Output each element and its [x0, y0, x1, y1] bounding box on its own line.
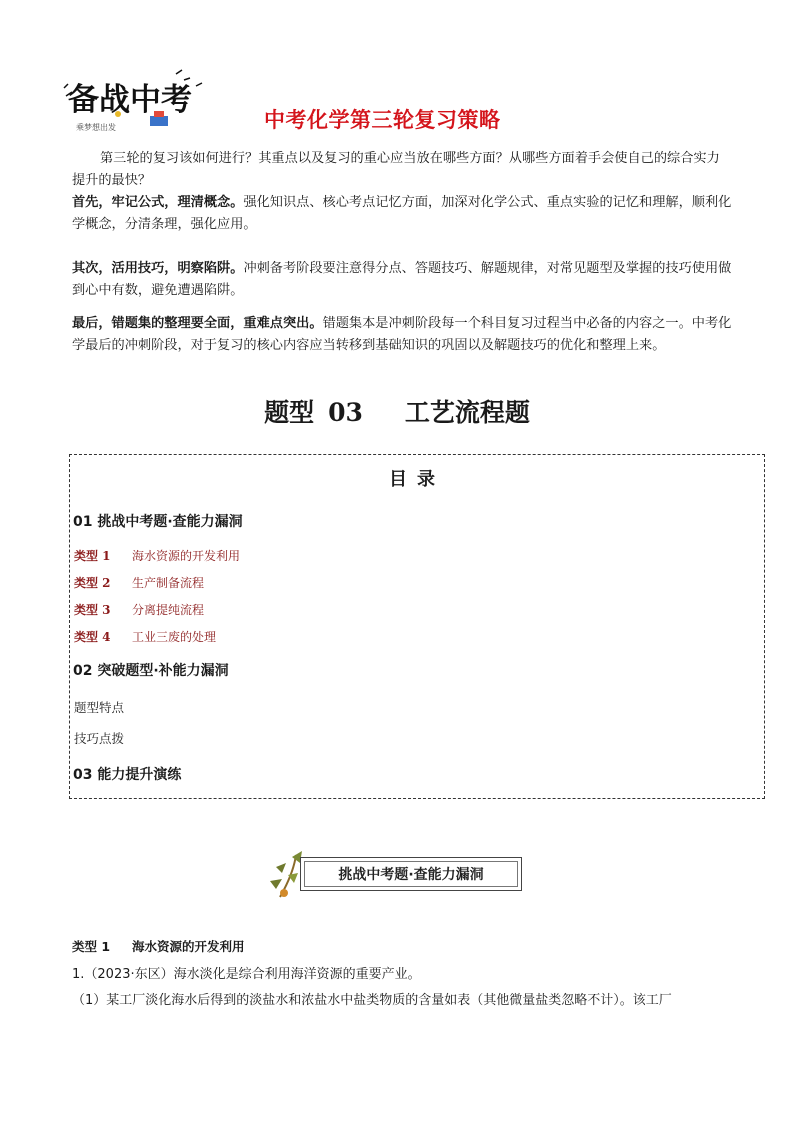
document-title: 中考化学第三轮复习策略 [264, 108, 501, 132]
toc-item-tips[interactable]: 技巧点拨 [74, 731, 125, 746]
toc-heading: 目录 [389, 469, 445, 490]
toc-part-2[interactable]: 02 突破题型·补能力漏洞 [73, 663, 229, 679]
toc-type-num: 类型 3 [74, 603, 111, 617]
point-text: 强化知识点、核心考点记忆方面，加深对化学公式、重点实验的记忆和理解，顺利化学概念，分清条理，强化应用。 [72, 195, 732, 232]
type-label: 海水资源的开发利用 [132, 939, 245, 954]
section-prefix: 题型 [264, 398, 315, 427]
toc-type-label: 生产制备流程 [132, 576, 205, 590]
intro-text: 第三轮的复习该如何进行？其重点以及复习的重心应当放在哪些方面？从哪些方面着手会使自己的综合实力提升的最快？ [72, 151, 720, 188]
point-text: 冲刺备考阶段要注意得分点、答题技巧、解题规律，对常见题型及掌握的技巧使用做到心中有数，避免遭遇陷阱。 [72, 261, 732, 298]
toc-type-label: 海水资源的开发利用 [132, 549, 241, 563]
toc-part-1[interactable]: 01 挑战中考题·查能力漏洞 [73, 514, 243, 530]
toc-type-3[interactable] [74, 601, 204, 618]
toc-part-3[interactable]: 03 能力提升演练 [73, 767, 182, 783]
type-num: 类型 1 [72, 939, 111, 954]
table-of-contents [69, 454, 765, 799]
logo-text: 备战中考 [68, 82, 192, 118]
point-lead: 最后，错题集的整理要全面，重难点突出。 [72, 316, 323, 331]
toc-type-num: 类型 1 [74, 549, 111, 563]
logo [58, 66, 208, 134]
toc-type-num: 类型 4 [74, 630, 111, 644]
point-lead: 首先，牢记公式，理清概念。 [72, 195, 244, 210]
toc-type-label: 工业三废的处理 [132, 630, 217, 644]
section-name: 工艺流程题 [404, 398, 530, 427]
strategy-first [72, 192, 732, 236]
strategy-second [72, 258, 732, 302]
point-text: 错题集本是冲刺阶段每一个科目复习过程当中必备的内容之一。中考化学最后的冲刺阶段，对于复习的核心内容应当转移到基础知识的巩固以及解题技巧的优化和整理上来。 [72, 316, 732, 353]
type-1-heading [72, 937, 245, 955]
intro-paragraph [72, 148, 732, 192]
question-1-line-1: 1.（2023·东区）海水淡化是综合利用海洋资源的重要产业。 [72, 967, 421, 982]
logo-tagline: 乘梦想出发 [76, 123, 116, 132]
toc-type-num: 类型 2 [74, 576, 111, 590]
toc-type-1[interactable] [74, 547, 240, 564]
banner-text: 挑战中考题·查能力漏洞 [338, 867, 484, 883]
section-title [0, 393, 794, 429]
question-1-line-2: （1）某工厂淡化海水后得到的淡盐水和浓盐水中盐类物质的含量如表（其他微量盐类忽略不计）。该工厂 [72, 993, 672, 1008]
strategy-third [72, 313, 732, 357]
toc-type-2[interactable] [74, 574, 204, 591]
toc-type-4[interactable] [74, 628, 216, 645]
toc-type-label: 分离提纯流程 [132, 603, 205, 617]
section-number: 03 [328, 398, 363, 427]
point-lead: 其次，活用技巧，明察陷阱。 [72, 261, 244, 276]
toc-item-features[interactable]: 题型特点 [74, 700, 125, 715]
